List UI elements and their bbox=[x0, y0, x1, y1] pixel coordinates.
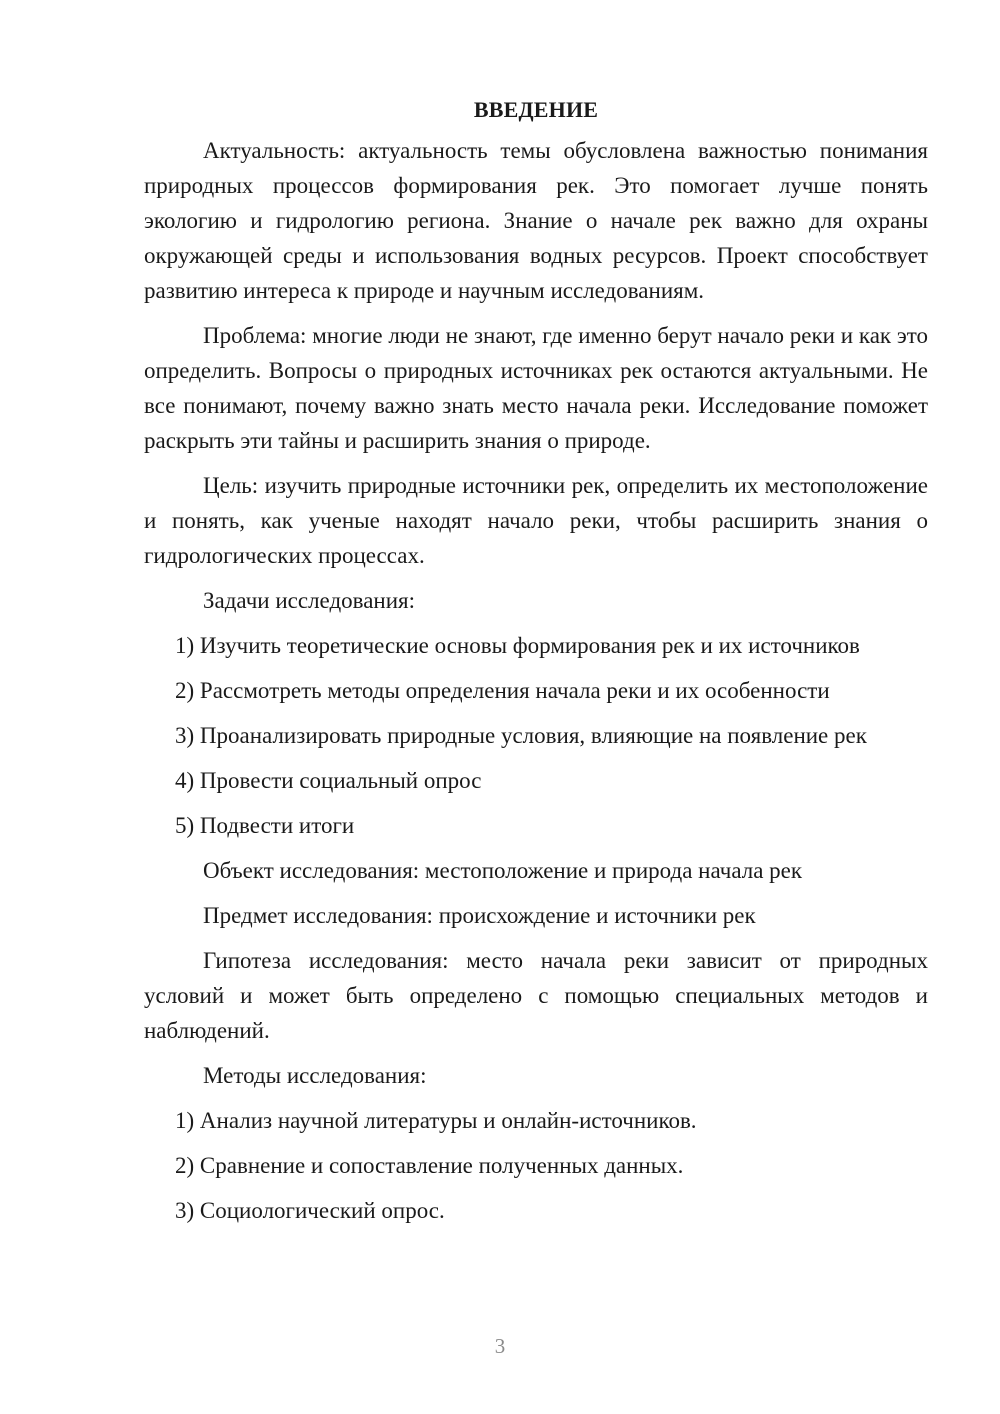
object-line: Объект исследования: местоположение и природа начала рек bbox=[203, 858, 803, 883]
task-item: 4) Провести социальный опрос bbox=[175, 768, 482, 793]
problem-paragraph: Проблема: многие люди не знают, где именно берут начало реки и как это определить. Вопросы о природных источниках рек остаются актуальными. Не все понимают, почему важно знать место начала реки. Исследование поможет раскрыть эти тайны и расширить знания о природе. bbox=[144, 323, 928, 453]
goal-paragraph: Цель: изучить природные источники рек, определить их местоположение и понять, как ученые находят начало реки, чтобы расширить знания о гидрологических процессах. bbox=[144, 473, 928, 568]
task-item: 1) Изучить теоретические основы формирования рек и их источников bbox=[175, 633, 860, 658]
hypothesis-paragraph: Гипотеза исследования: место начала реки зависит от природных условий и может быть определено с помощью специальных методов и наблюдений. bbox=[144, 948, 928, 1043]
task-item: 5) Подвести итоги bbox=[175, 813, 355, 838]
page-number: 3 bbox=[494, 1334, 506, 1358]
subject-line: Предмет исследования: происхождение и источники рек bbox=[203, 903, 756, 928]
method-item: 2) Сравнение и сопоставление полученных данных. bbox=[175, 1153, 684, 1178]
tasks-label: Задачи исследования: bbox=[203, 588, 416, 613]
page-content bbox=[144, 92, 928, 1238]
section-title: ВВЕДЕНИЕ bbox=[473, 97, 599, 122]
method-item: 1) Анализ научной литературы и онлайн-источников. bbox=[175, 1108, 697, 1133]
task-item: 3) Проанализировать природные условия, влияющие на появление рек bbox=[175, 723, 867, 748]
methods-label: Методы исследования: bbox=[203, 1063, 427, 1088]
relevance-paragraph: Актуальность: актуальность темы обусловлена важностью понимания природных процессов формирования рек. Это помогает лучше понять экологию и гидрологию региона. Знание о начале рек важно для охраны окружающей среды и использования водных ресурсов. Проект способствует развитию интереса к природе и научным исследованиям. bbox=[144, 138, 928, 303]
task-item: 2) Рассмотреть методы определения начала реки и их особенности bbox=[175, 678, 830, 703]
method-item: 3) Социологический опрос. bbox=[175, 1198, 445, 1223]
